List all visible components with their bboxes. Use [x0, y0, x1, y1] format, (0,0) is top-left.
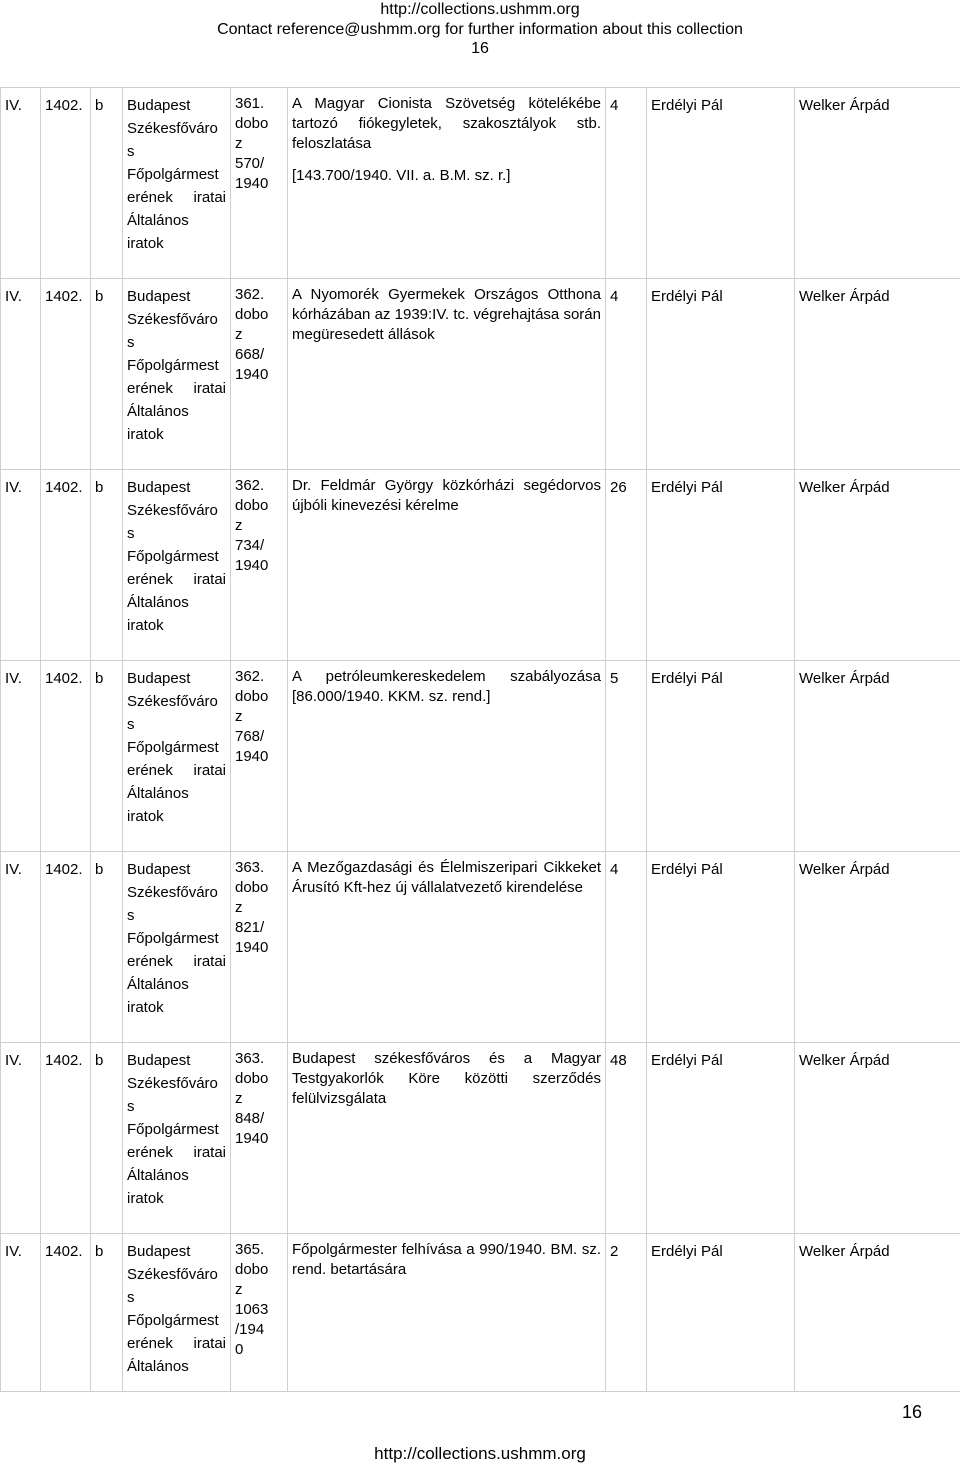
fund-cell-line: Budapest	[127, 288, 191, 305]
fund-cell-line: s	[127, 334, 135, 351]
section-cell: IV.	[1, 852, 41, 1043]
fund-cell-line: Budapest	[127, 670, 191, 687]
box-cell-line: 363.	[235, 1050, 265, 1067]
description-cell	[288, 88, 606, 279]
footer-url[interactable]: http://collections.ushmm.org	[374, 1444, 586, 1463]
page-number: 16	[902, 1402, 923, 1422]
fund-cell-line: Általános	[127, 1358, 189, 1375]
box-cell-line: dobo	[235, 1070, 269, 1087]
box-cell-line: 734/	[235, 537, 265, 554]
box-cell	[231, 88, 288, 279]
fund-cell-line: s	[127, 716, 135, 733]
letter-cell: b	[91, 470, 123, 661]
table-row	[1, 470, 960, 661]
letter-cell: b	[91, 852, 123, 1043]
fund-cell-line: Főpolgármest	[127, 166, 219, 183]
fund-cell-line: iratok	[127, 426, 164, 443]
pages-cell: 4	[606, 852, 647, 1043]
fund-cell-line: s	[127, 525, 135, 542]
box-cell-line: 1940	[235, 1130, 269, 1147]
description-cell	[288, 470, 606, 661]
box-cell-line: dobo	[235, 688, 269, 705]
box-cell-line: z	[235, 1281, 243, 1298]
fund-cell-line: Általános	[127, 594, 189, 611]
fund-cell	[123, 852, 231, 1043]
fund-cell	[123, 279, 231, 470]
box-cell	[231, 852, 288, 1043]
box-cell-line: 1940	[235, 939, 269, 956]
box-cell-line: dobo	[235, 879, 269, 896]
letter-cell: b	[91, 1234, 123, 1392]
fund-cell-line: Székesfőváro	[127, 1075, 218, 1092]
box-cell-line: 668/	[235, 346, 265, 363]
reviewer-cell: Welker Árpád	[795, 470, 960, 661]
number-cell: 1402.	[41, 279, 91, 470]
box-cell-line: 1940	[235, 366, 269, 383]
number-cell: 1402.	[41, 470, 91, 661]
section-cell: IV.	[1, 661, 41, 852]
processor-cell: Erdélyi Pál	[647, 1234, 795, 1392]
fund-cell-line: Főpolgármest	[127, 1312, 219, 1329]
box-cell-line: z	[235, 135, 243, 152]
reviewer-cell: Welker Árpád	[795, 279, 960, 470]
fund-cell-line: iratok	[127, 808, 164, 825]
processor-cell: Erdélyi Pál	[647, 279, 795, 470]
box-cell	[231, 470, 288, 661]
box-cell-line: 363.	[235, 859, 265, 876]
fund-cell-line: erének iratai	[127, 571, 226, 588]
box-cell	[231, 661, 288, 852]
processor-cell: Erdélyi Pál	[647, 88, 795, 279]
fund-cell-line: Székesfőváro	[127, 884, 218, 901]
fund-cell	[123, 661, 231, 852]
box-cell	[231, 1234, 288, 1392]
fund-cell-line: Általános	[127, 976, 189, 993]
table-row	[1, 279, 960, 470]
box-cell-line: 0	[235, 1341, 244, 1358]
box-cell	[231, 1043, 288, 1234]
number-cell: 1402.	[41, 661, 91, 852]
box-cell-line: 1940	[235, 175, 269, 192]
description-cell-line: Dr. Feldmár György közkórházi segédorvos újbóli kinevezési kérelme	[292, 477, 601, 514]
processor-cell: Erdélyi Pál	[647, 470, 795, 661]
box-cell-line: 1940	[235, 748, 269, 765]
section-cell: IV.	[1, 88, 41, 279]
pages-cell: 4	[606, 279, 647, 470]
pages-cell: 5	[606, 661, 647, 852]
box-cell-line: z	[235, 899, 243, 916]
table-row	[1, 1234, 960, 1392]
fund-cell	[123, 1234, 231, 1392]
box-cell-line: 570/	[235, 155, 265, 172]
fund-cell-line: iratok	[127, 1190, 164, 1207]
records-table	[0, 87, 960, 1392]
description-cell	[288, 1043, 606, 1234]
records-body	[1, 88, 960, 1392]
box-cell-line: /194	[235, 1321, 265, 1338]
reviewer-cell: Welker Árpád	[795, 1043, 960, 1234]
section-cell: IV.	[1, 470, 41, 661]
fund-cell-line: Általános	[127, 1167, 189, 1184]
fund-cell	[123, 1043, 231, 1234]
fund-cell-line: Székesfőváro	[127, 502, 218, 519]
box-cell-line: 362.	[235, 668, 265, 685]
reviewer-cell: Welker Árpád	[795, 88, 960, 279]
description-cell	[288, 852, 606, 1043]
pages-cell: 48	[606, 1043, 647, 1234]
fund-cell-line: erének iratai	[127, 762, 226, 779]
header-contact: Contact reference@ushmm.org for further information about this collection	[217, 21, 743, 38]
fund-cell-line: Általános	[127, 785, 189, 802]
box-cell-line: dobo	[235, 115, 269, 132]
box-cell-line: z	[235, 517, 243, 534]
box-cell-line: 362.	[235, 286, 265, 303]
fund-cell	[123, 88, 231, 279]
pages-cell: 4	[606, 88, 647, 279]
fund-cell-line: erének iratai	[127, 953, 226, 970]
letter-cell: b	[91, 1043, 123, 1234]
description-cell-line: Főpolgármester felhívása a 990/1940. BM. sz. rend. betartására	[292, 1241, 601, 1278]
fund-cell-line: iratok	[127, 999, 164, 1016]
box-cell-line: 1940	[235, 557, 269, 574]
fund-cell-line: Általános	[127, 403, 189, 420]
reviewer-cell: Welker Árpád	[795, 852, 960, 1043]
fund-cell-line: Székesfőváro	[127, 1266, 218, 1283]
pages-cell: 26	[606, 470, 647, 661]
section-cell: IV.	[1, 279, 41, 470]
description-cell-line: A Magyar Cionista Szövetség kötelékébe tartozó fiókegyletek, szakosztályok stb. feloszlatása	[292, 95, 601, 152]
description-cell	[288, 279, 606, 470]
fund-cell-line: erének iratai	[127, 189, 226, 206]
header-page-number: 16	[471, 40, 489, 57]
table-row	[1, 88, 960, 279]
description-cell-line: A petróleumkereskedelem szabályozása [86.000/1940. KKM. sz. rend.]	[292, 668, 601, 705]
box-cell-line: 768/	[235, 728, 265, 745]
fund-cell-line: Budapest	[127, 97, 191, 114]
box-cell-line: 1063	[235, 1301, 269, 1318]
letter-cell: b	[91, 88, 123, 279]
processor-cell: Erdélyi Pál	[647, 661, 795, 852]
box-cell-line: 362.	[235, 477, 265, 494]
fund-cell-line: s	[127, 1289, 135, 1306]
box-cell-line: z	[235, 326, 243, 343]
section-cell: IV.	[1, 1043, 41, 1234]
box-cell-line: dobo	[235, 306, 269, 323]
box-cell-line: 361.	[235, 95, 265, 112]
description-cell-line: [143.700/1940. VII. a. B.M. sz. r.]	[292, 167, 511, 184]
header-url[interactable]: http://collections.ushmm.org	[380, 1, 580, 18]
fund-cell-line: s	[127, 907, 135, 924]
fund-cell-line: Budapest	[127, 1052, 191, 1069]
fund-cell-line: iratok	[127, 617, 164, 634]
fund-cell-line: erének iratai	[127, 1335, 226, 1352]
description-cell-line: A Nyomorék Gyermekek Országos Otthona kórházában az 1939:IV. tc. végrehajtása során megüresedett állások	[292, 286, 601, 343]
fund-cell-line: erének iratai	[127, 380, 226, 397]
box-cell-line: dobo	[235, 497, 269, 514]
table-row	[1, 1043, 960, 1234]
box-cell-line: z	[235, 708, 243, 725]
number-cell: 1402.	[41, 1234, 91, 1392]
fund-cell-line: Budapest	[127, 1243, 191, 1260]
box-cell-line: 848/	[235, 1110, 265, 1127]
processor-cell: Erdélyi Pál	[647, 1043, 795, 1234]
description-cell-line: A Mezőgazdasági és Élelmiszeripari Cikkeket Árusító Kft-hez új vállalatvezető kirendelése	[292, 859, 601, 896]
box-cell-line: 821/	[235, 919, 265, 936]
number-cell: 1402.	[41, 852, 91, 1043]
reviewer-cell: Welker Árpád	[795, 1234, 960, 1392]
pages-cell: 2	[606, 1234, 647, 1392]
description-cell	[288, 1234, 606, 1392]
fund-cell-line: Székesfőváro	[127, 311, 218, 328]
fund-cell-line: s	[127, 1098, 135, 1115]
table-row	[1, 661, 960, 852]
fund-cell-line: Főpolgármest	[127, 357, 219, 374]
fund-cell-line: iratok	[127, 235, 164, 252]
box-cell-line: 365.	[235, 1241, 265, 1258]
fund-cell-line: Főpolgármest	[127, 930, 219, 947]
section-cell: IV.	[1, 1234, 41, 1392]
reviewer-cell: Welker Árpád	[795, 661, 960, 852]
fund-cell-line: erének iratai	[127, 1144, 226, 1161]
fund-cell-line: Főpolgármest	[127, 1121, 219, 1138]
box-cell-line: dobo	[235, 1261, 269, 1278]
number-cell: 1402.	[41, 1043, 91, 1234]
fund-cell-line: Főpolgármest	[127, 739, 219, 756]
number-cell: 1402.	[41, 88, 91, 279]
fund-cell	[123, 470, 231, 661]
description-cell-line: Budapest székesfőváros és a Magyar Testgyakorlók Köre közötti szerződés felülvizsgálata	[292, 1050, 601, 1107]
box-cell-line: z	[235, 1090, 243, 1107]
processor-cell: Erdélyi Pál	[647, 852, 795, 1043]
fund-cell-line: Budapest	[127, 479, 191, 496]
fund-cell-line: Általános	[127, 212, 189, 229]
fund-cell-line: Székesfőváro	[127, 120, 218, 137]
letter-cell: b	[91, 279, 123, 470]
fund-cell-line: Főpolgármest	[127, 548, 219, 565]
fund-cell-line: Székesfőváro	[127, 693, 218, 710]
fund-cell-line: s	[127, 143, 135, 160]
fund-cell-line: Budapest	[127, 861, 191, 878]
description-cell	[288, 661, 606, 852]
table-row	[1, 852, 960, 1043]
letter-cell: b	[91, 661, 123, 852]
box-cell	[231, 279, 288, 470]
